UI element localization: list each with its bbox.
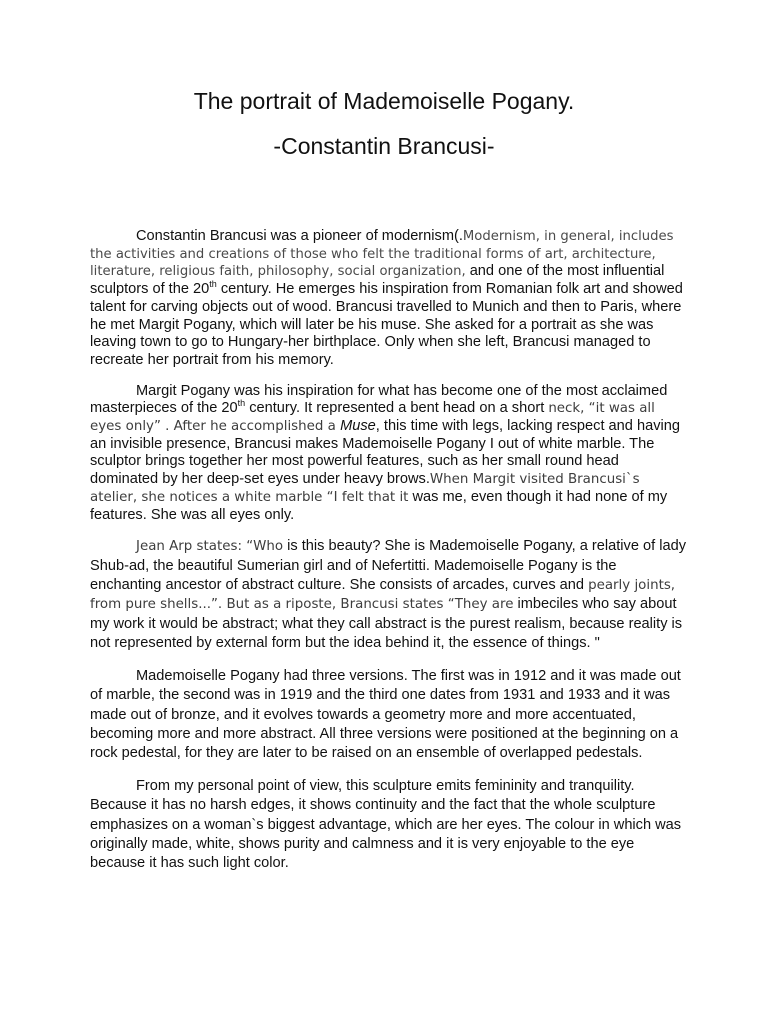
paragraph-inspiration (90, 383, 690, 525)
document-subtitle: -Constantin Brancusi- (273, 133, 495, 159)
paragraph-text: Margit Pogany was his inspiration for what has become one of the most acclaimed masterpieces of the 20 (90, 382, 668, 417)
paragraph-text: century. He emerges his inspiration from Romanian folk art and showed talent for carving objects out of wood. Brancusi travelled to Munich and then to Paris, where he met Margit Pogany, which will later be his muse. She asked for a portrait as she was leaving town to go to Hungary-her birthplace. Only when she left, Brancusi managed to recreate her portrait from his memory. (90, 281, 683, 368)
paragraph-text: is this beauty? She is Mademoiselle Pogany, a relative of lady Shub-ad, the beautiful Sumerian girl and of Nefertitti. Mademoiselle Pogany is the enchanting ancestor of abstract culture. She consists of arcades, curves and (90, 538, 686, 594)
paragraph-versions: Mademoiselle Pogany had three versions. The first was in 1912 and it was made out of marble, the second was in 1919 and the third one dates from 1931 and 1933 and it was made out of bronze, and it evolves towards a geometry more and more accentuated, becoming more and more abstract. All three versions were positioned at the beginning on a rock pedestal, for they are later to be raised on an ensemble of overlapped pedestals. (90, 667, 681, 762)
paragraph-text: century. It represented a bent head on a short (245, 400, 549, 417)
paragraph-arp-quote (90, 537, 690, 653)
paragraph-text: imbeciles who say about my work it would be abstract; what they call abstract is the purest realism, because reality is not represented by external form but the idea behind it, the essence of things. " (90, 596, 683, 652)
italic-title: Muse (340, 418, 376, 435)
quoted-definition: Modernism, in general, includes the activities and creations of those who felt the traditional forms of art, architecture, literature, religious faith, philosophy, social organization, (90, 229, 674, 280)
quoted-text: Jean Arp states: “Who (136, 539, 284, 555)
superscript: th (237, 398, 246, 409)
quoted-text: neck, “it was all eyes only” . After he accomplished a (90, 401, 655, 435)
paragraph-text: , this time with legs, lacking respect and having an invisible presence, Brancusi makes Mademoiselle Pogany I out of white marble. The sculptor brings together her most powerful features, such as her small round head dominated by her deep-set eyes under heavy brows. (90, 418, 680, 488)
paragraph-text: Constantin Brancusi was a pioneer of modernism(. (136, 228, 463, 244)
document-body (90, 228, 690, 887)
paragraph-opinion: From my personal point of view, this sculpture emits femininity and tranquility. Because it has no harsh edges, it shows continuity and the fact that the whole sculpture emphasizes on a woman`s biggest advantage, which are her eyes. The colour in which was originally made, white, shows purity and calmness and it is very enjoyable to the eye because it has such light color. (90, 777, 682, 872)
document-title: The portrait of Mademoiselle Pogany. (193, 88, 575, 114)
paragraph-text: and one of the most influential sculptors of the 20 (90, 263, 665, 298)
paragraph-text: was me, even though it had none of my features. She was all eyes only. (90, 488, 668, 523)
superscript: th (209, 279, 217, 290)
quoted-text: When Margit visited Brancusi`s atelier, she notices a white marble “I felt that it (90, 472, 640, 505)
paragraph-intro (90, 228, 690, 370)
quoted-text: pearly joints, from pure shells...”. But as a riposte, Brancusi states “They are (90, 578, 676, 613)
